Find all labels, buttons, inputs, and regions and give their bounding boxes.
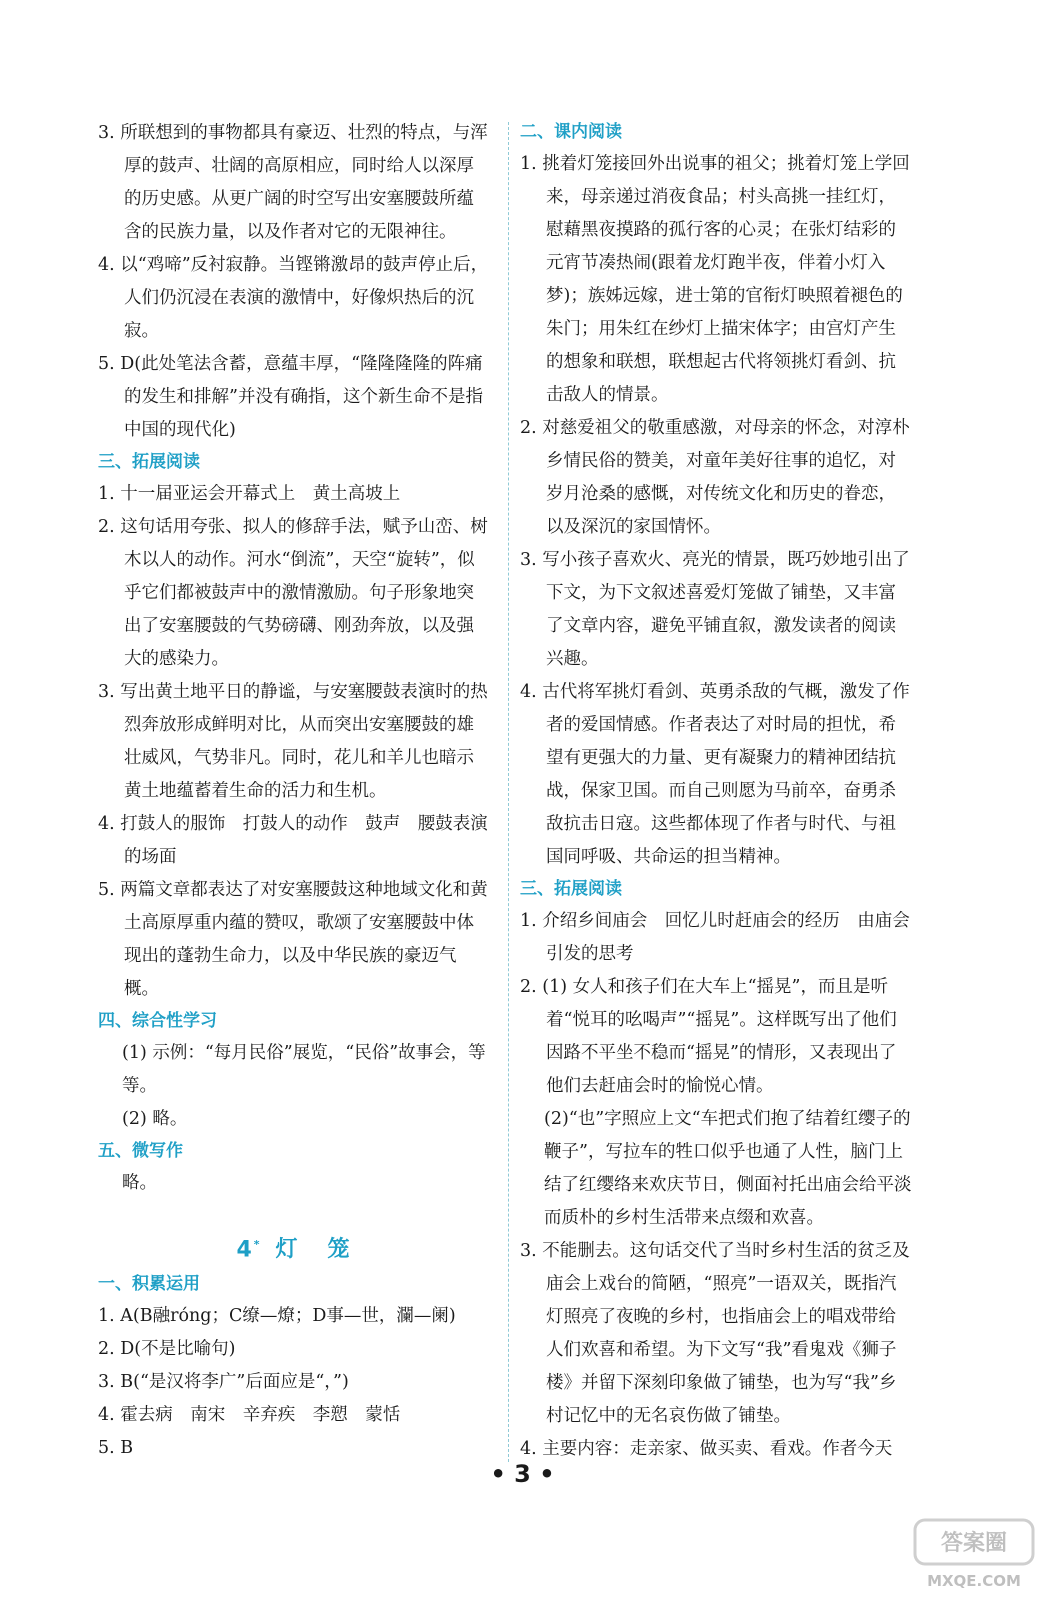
section-heading-extended-reading: 三、拓展阅读 [98,452,200,472]
watermark-text: 答案圈 [940,1531,1008,1556]
section-heading-accumulation: 一、积累运用 [98,1274,200,1295]
page-number: • 3 • [490,1460,555,1488]
lesson-number: 4 [236,1237,254,1263]
answer-item: 1. 十一届亚运会开幕式上 黄土高坡上 [98,484,401,504]
answer-item: 3. B(“是汉将李广”后面应是“，”) [98,1372,349,1393]
right-items-c [520,1235,912,1466]
answer-item: 5. 两篇文章都表达了对安塞腰鼓这种地域文化和黄土高原厚重内蕴的赞叹，歌颂了安塞腰鼓中体现出的蓬勃生命力，以及中华民族的豪迈气概。 [98,880,488,999]
answer-item: 2. 这句话用夸张、拟人的修辞手法，赋予山峦、树木以人的动作。河水“倒流”，天空“旋转”，似乎它们都被鼓声中的激情激励。句子形象地突出了安塞腰鼓的气势磅礴、刚劲奔放，以及强大的感染力。 [98,517,488,669]
answer-item: 3. 写出黄土地平日的静谧，与安塞腰鼓表演时的热烈奔放形成鲜明对比，从而突出安塞腰鼓的雄壮威风，气势非凡。同时，花儿和羊儿也暗示黄土地蕴蓄着生命的活力和生机。 [98,682,488,801]
answer-item: 3. 所联想到的事物都具有豪迈、壮烈的特点，与浑厚的鼓声、壮阔的高原相应，同时给人以深厚的历史感。从更广阔的时空写出安塞腰鼓所蕴含的民族力量，以及作者对它的无限神往。 [98,123,488,242]
left-column [98,117,490,1465]
answer-item: 5. B [98,1438,134,1459]
answer-item: 1. A(B融róng；C缭—燎；D事—世，瀾—阑) [98,1306,456,1327]
right-column [520,117,912,1466]
section-heading-micro-writing: 五、微写作 [98,1141,183,1161]
column-divider [508,122,509,1462]
answer-sub-item: (2)“也”字照应上文“车把式们抱了结着红缨子的鞭子”，写拉车的牲口似乎也通了人性，脑门上结了红缨络来欢庆节日，侧面衬托出庙会给平淡而质朴的乡村生活带来点缀和欢喜。 [544,1109,912,1228]
answer-item: 1. 介绍乡间庙会 回忆儿时赶庙会的经历 由庙会引发的思考 [520,911,910,964]
watermark-logo [909,1514,1039,1594]
answer-item: 3. 不能删去。这句话交代了当时乡村生活的贫乏及庙会上戏台的简陋，“照亮”一语双关，既指汽灯照亮了夜晚的乡村，也指庙会上的唱戏带给人们欢喜和希望。为下文写“我”看鬼戏《狮子楼》并留下深刻印象做了铺垫，也为写“我”乡村记忆中的无名哀伤做了铺垫。 [520,1241,910,1426]
left-items-a [98,117,490,447]
lesson-title-char: 笼 [327,1237,352,1263]
answer-item: 5. D(此处笔法含蓄，意蕴丰厚，“隆隆隆隆的阵痛的发生和排解”并没有确指，这个新生命不是指中国的现代化) [98,354,483,440]
section-heading-comprehensive-study: 四、综合性学习 [98,1011,217,1031]
answer-item: 2. (1) 女人和孩子们在大车上“摇晃”，而且是听着“悦耳的吆喝声”“摇晃”。这样既写出了他们因路不平坐不稳而“摇晃”的情形，又表现出了他们去赶庙会时的愉悦心情。 [520,977,897,1096]
answer-item: 3. 写小孩子喜欢火、亮光的情景，既巧妙地引出了下文，为下文叙述喜爱灯笼做了铺垫，又丰富了文章内容，避免平铺直叙，激发读者的阅读兴趣。 [520,550,910,669]
answer-item: 略。 [122,1173,157,1193]
section-heading-in-class-reading: 二、课内阅读 [520,122,622,142]
section-heading-extended-reading: 三、拓展阅读 [520,879,622,899]
right-items-b [520,905,912,1103]
left-items-e [98,1300,490,1465]
answer-item: 4. 打鼓人的服饰 打鼓人的动作 鼓声 腰鼓表演的场面 [98,814,488,867]
answer-item: 2. 对慈爱祖父的敬重感激，对母亲的怀念，对淳朴乡情民俗的赞美，对童年美好往事的追忆，对岁月沧桑的感慨，对传统文化和历史的眷恋，以及深沉的家国情怀。 [520,418,910,537]
left-items-b [98,478,490,1006]
lesson-title [98,1230,490,1265]
answer-item: 1. 挑着灯笼接回外出说事的祖父；挑着灯笼上学回来，母亲递过消夜食品；村头高挑一挂红灯，慰藉黑夜摸路的孤行客的心灵；在张灯结彩的元宵节凑热闹(跟着龙灯跑半夜，伴着小灯入梦)；族姊远嫁，进士第的官衔灯映照着褪色的朱门；用朱红在纱灯上描宋体字；由宫灯产生的想象和联想，联想起古代将领挑灯看剑、抗击敌人的情景。 [520,154,910,405]
answer-item: (2) 略。 [122,1109,188,1129]
right-items-a [520,148,912,874]
answer-item: 4. 主要内容：走亲家、做买卖、看戏。作者今天 [520,1439,893,1459]
lesson-star: * [253,1238,262,1251]
watermark-url: MXQE.COM [927,1572,1021,1590]
answer-item: (1) 示例：“每月民俗”展览，“民俗”故事会，等等。 [122,1043,486,1096]
answer-item: 4. 霍去病 南宋 辛弃疾 李愬 蒙恬 [98,1405,401,1426]
lesson-title-char: 灯 [275,1237,300,1263]
answer-item: 4. 以“鸡啼”反衬寂静。当铿锵激昂的鼓声停止后，人们仍沉浸在表演的激情中，好像炽热后的沉寂。 [98,255,489,341]
answer-item: 2. D(不是比喻句) [98,1339,236,1360]
answer-item: 4. 古代将军挑灯看剑、英勇杀敌的气概，激发了作者的爱国情感。作者表达了对时局的担忧，希望有更强大的力量、更有凝聚力的精神团结抗战，保家卫国。而自己则愿为马前卒，奋勇杀敌抗击日寇。这些都体现了作者与时代、与祖国同呼吸、共命运的担当精神。 [520,682,910,867]
